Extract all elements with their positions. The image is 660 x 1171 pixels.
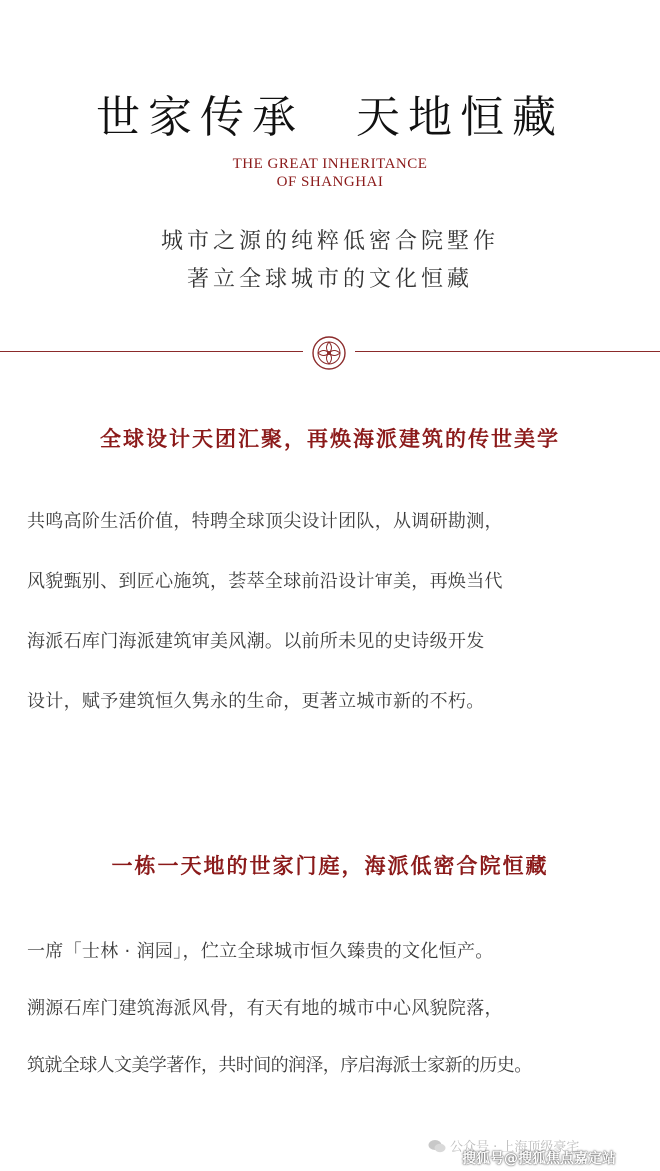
paragraph-line: 风貌甄别、到匠心施筑，荟萃全球前沿设计审美，再焕当代 xyxy=(27,571,503,592)
ornament-emblem-icon xyxy=(309,333,349,373)
paragraph-line: 筑就全球人文美学著作，共时间的润泽，序启海派士家新的历史。 xyxy=(27,1055,532,1076)
english-title-line-2: OF SHANGHAI xyxy=(276,174,384,190)
wechat-icon xyxy=(428,1139,446,1153)
section-1-paragraph xyxy=(27,492,647,732)
section-1-heading: 全球设计天团汇聚，再焕海派建筑的传世美学 xyxy=(100,427,560,451)
section-2-heading: 一栋一天地的世家门庭，海派低密合院恒藏 xyxy=(111,854,549,878)
paragraph-line: 共鸣高阶生活价值，特聘全球顶尖设计团队，从调研勘测， xyxy=(27,511,503,532)
english-title-line-1: THE GREAT INHERITANCE xyxy=(232,156,428,172)
page-title: 世家传承 天地恒藏 xyxy=(96,92,564,143)
paragraph-line: 海派石库门海派建筑审美风潮。以前所未见的史诗级开发 xyxy=(27,631,485,652)
section-2-paragraph xyxy=(27,923,647,1094)
subtitle-line-1: 城市之源的纯粹低密合院墅作 xyxy=(160,229,499,254)
subtitle-line-2: 著立全球城市的文化恒藏 xyxy=(186,267,473,292)
watermark-text: 公众号 · 上海顶级豪宅 xyxy=(450,1140,580,1155)
paragraph-line: 溯源石库门建筑海派风骨，有天有地的城市中心风貌院落， xyxy=(27,998,503,1019)
source-credit: 搜狐号@搜狐焦点嘉定站 xyxy=(462,1151,616,1167)
divider-right xyxy=(355,351,660,352)
paragraph-line: 设计，赋予建筑恒久隽永的生命，更著立城市新的不朽。 xyxy=(27,691,485,712)
divider-left xyxy=(0,351,303,352)
paragraph-line: 一席「士林 · 润园」，伫立全球城市恒久臻贵的文化恒产。 xyxy=(27,941,494,962)
